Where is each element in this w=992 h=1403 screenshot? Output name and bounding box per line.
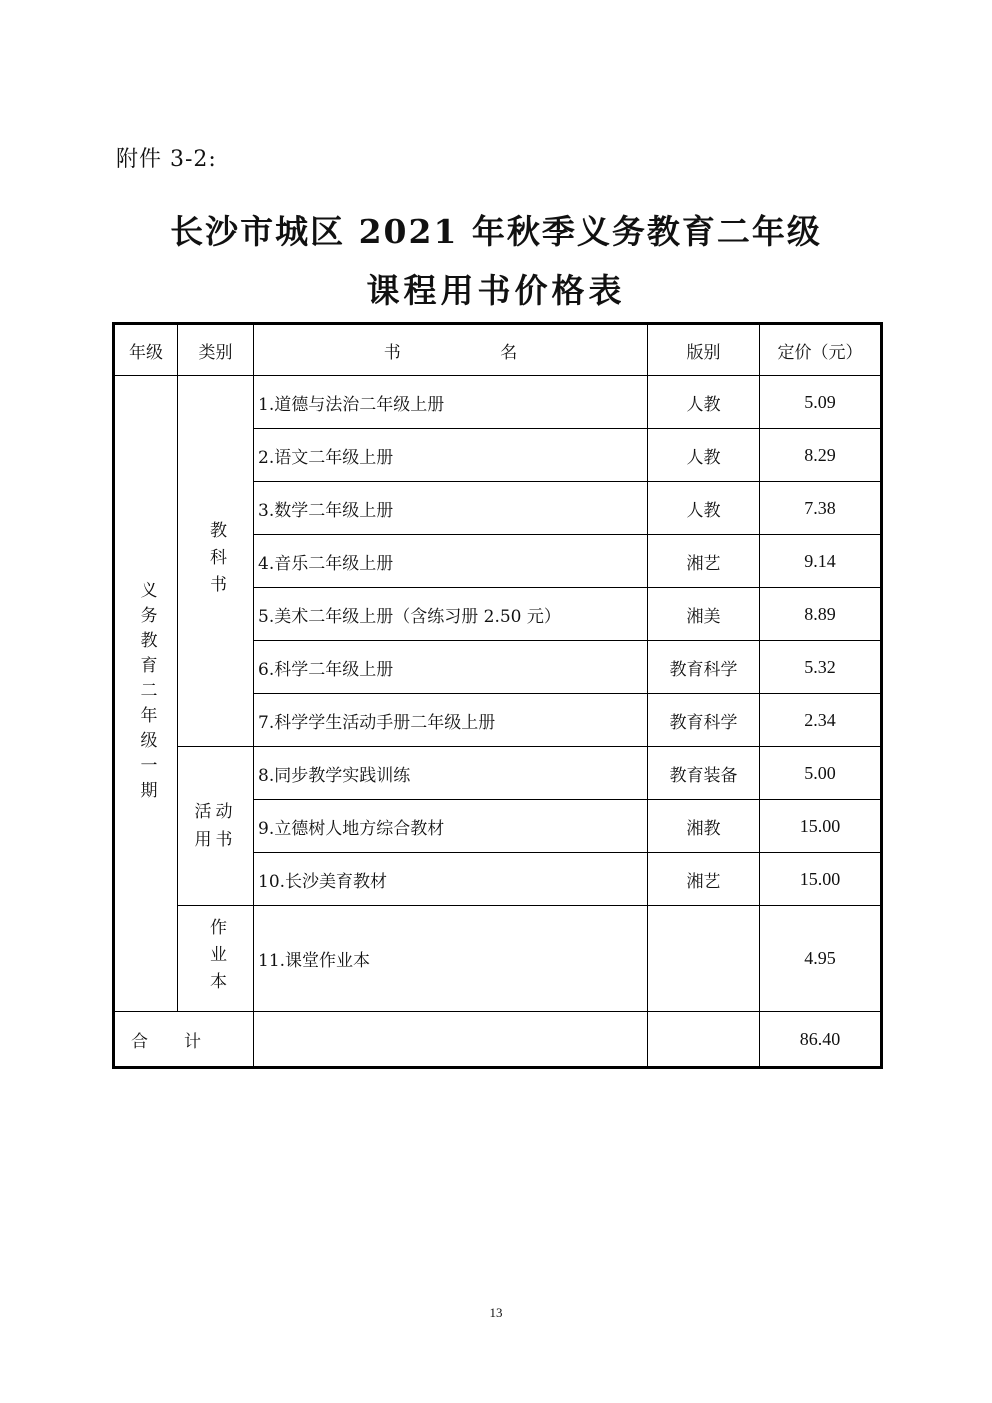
grade-cell — [114, 376, 178, 1012]
book-edition: 湘教 — [648, 800, 760, 853]
book-price: 15.00 — [760, 800, 882, 853]
book-edition: 湘美 — [648, 588, 760, 641]
book-name: 11.课堂作业本 — [254, 906, 648, 1012]
book-name: 2.语文二年级上册 — [254, 429, 648, 482]
category-activity — [178, 747, 254, 906]
book-price: 7.38 — [760, 482, 882, 535]
category-homework-label: 作业本 — [206, 918, 226, 999]
book-price: 4.95 — [760, 906, 882, 1012]
page-title-line2: 课程用书价格表 — [366, 271, 626, 310]
book-edition: 湘艺 — [648, 535, 760, 588]
header-book-name-left: 书 — [383, 342, 401, 363]
category-homework — [178, 906, 254, 1012]
total-empty-edition — [648, 1012, 760, 1068]
attachment-label: 附件 3-2: — [116, 147, 217, 172]
book-edition: 教育装备 — [648, 747, 760, 800]
table-row — [114, 376, 882, 429]
book-name: 10.长沙美育教材 — [254, 853, 648, 906]
table-row — [114, 906, 882, 1012]
book-edition: 教育科学 — [648, 694, 760, 747]
book-name: 7.科学学生活动手册二年级上册 — [254, 694, 648, 747]
book-price: 5.00 — [760, 747, 882, 800]
book-edition: 人教 — [648, 429, 760, 482]
grade-label: 义务教育二年级一期 — [136, 581, 157, 806]
book-price: 8.89 — [760, 588, 882, 641]
table-header-row — [114, 324, 882, 376]
book-price: 5.32 — [760, 641, 882, 694]
total-label: 合计 — [114, 1012, 254, 1068]
header-category: 类别 — [178, 324, 254, 376]
book-name: 4.音乐二年级上册 — [254, 535, 648, 588]
category-textbook — [178, 376, 254, 747]
page-title-line1: 长沙市城区 2021 年秋季义务教育二年级 — [170, 212, 822, 251]
book-edition: 人教 — [648, 376, 760, 429]
book-price: 2.34 — [760, 694, 882, 747]
category-activity-label: 活动用书 — [194, 802, 237, 850]
header-book-name — [254, 324, 648, 376]
book-edition: 教育科学 — [648, 641, 760, 694]
header-price: 定价（元） — [760, 324, 882, 376]
header-edition: 版别 — [648, 324, 760, 376]
book-name: 6.科学二年级上册 — [254, 641, 648, 694]
header-grade: 年级 — [114, 324, 178, 376]
book-price: 5.09 — [760, 376, 882, 429]
total-row — [114, 1012, 882, 1068]
book-edition: 人教 — [648, 482, 760, 535]
book-name: 5.美术二年级上册（含练习册 2.50 元） — [254, 588, 648, 641]
book-price: 15.00 — [760, 853, 882, 906]
book-name: 8.同步教学实践训练 — [254, 747, 648, 800]
total-empty-name — [254, 1012, 648, 1068]
price-table — [112, 322, 883, 1069]
book-edition — [648, 906, 760, 1012]
book-edition: 湘艺 — [648, 853, 760, 906]
total-value: 86.40 — [760, 1012, 882, 1068]
table-row — [114, 747, 882, 800]
book-price: 9.14 — [760, 535, 882, 588]
page-number: 13 — [489, 1305, 503, 1320]
book-name: 3.数学二年级上册 — [254, 482, 648, 535]
header-book-name-right: 名 — [500, 342, 518, 363]
book-name: 9.立德树人地方综合教材 — [254, 800, 648, 853]
book-price: 8.29 — [760, 429, 882, 482]
book-name: 1.道德与法治二年级上册 — [254, 376, 648, 429]
category-textbook-label: 教科书 — [206, 520, 226, 602]
